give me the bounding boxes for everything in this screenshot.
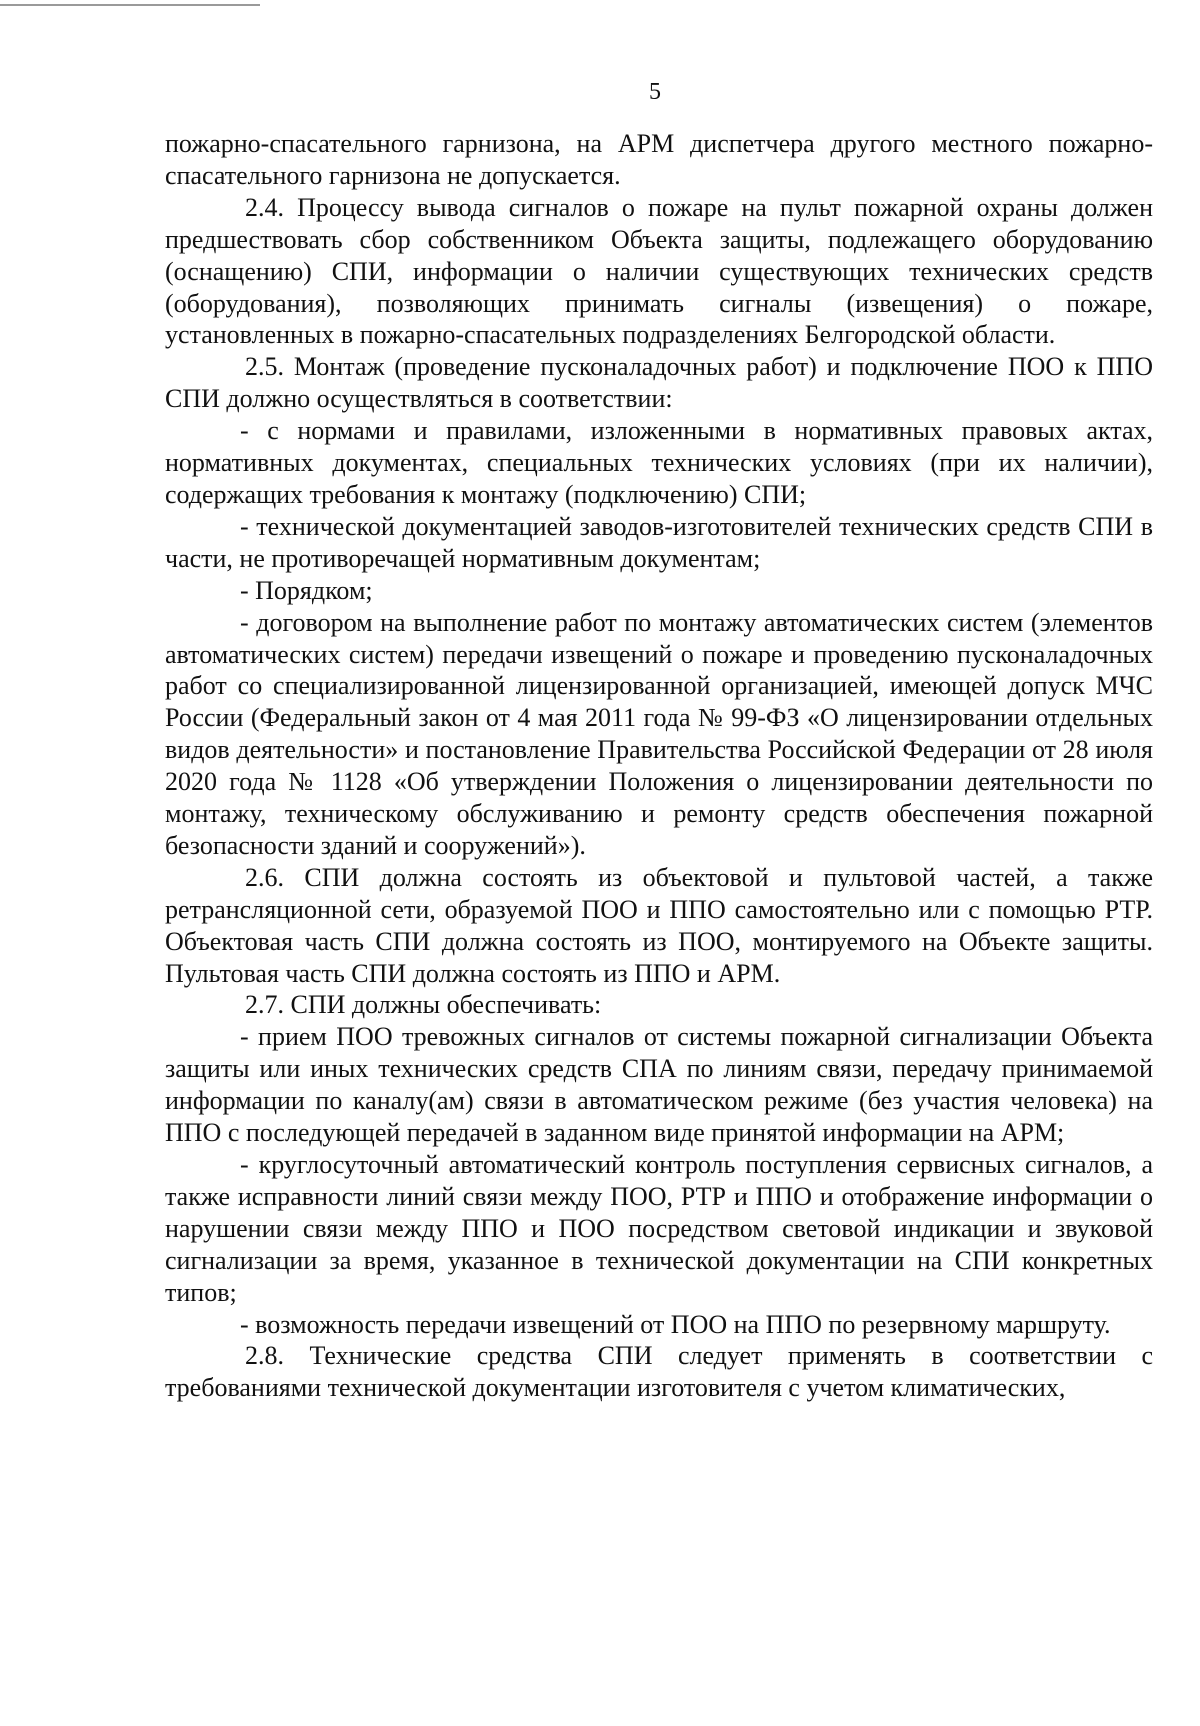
paragraph-2-5: 2.5. Монтаж (проведение пусконаладочных работ) и подключение ПОО к ППО СПИ должно осуществляться в соответствии: [165, 352, 1153, 414]
list-item-reception: - прием ПОО тревожных сигналов от системы пожарной сигнализации Объекта защиты или иных технических средств СПА по линиям связи, передачу принимаемой информации по каналу(ам) связи в автоматическом режиме (без участия человека) на ППО с последующей передачей в заданном виде принятой информации на АРМ; [165, 1022, 1153, 1148]
list-item-monitoring: - круглосуточный автоматический контроль поступления сервисных сигналов, а также исправности линий связи между ПОО, РТР и ППО и отображение информации о нарушении связи между ППО и ПОО посредством световой индикации и звуковой сигнализации за время, указанное в технической документации на СПИ конкретных типов; [165, 1150, 1153, 1307]
paragraph-2-8: 2.8. Технические средства СПИ следует применять в соответствии с требованиями технической документации изготовителя с учетом климатических, [165, 1341, 1153, 1403]
list-item-technical-docs: - технической документацией заводов-изготовителей технических средств СПИ в части, не противоречащей нормативным документам; [165, 511, 1153, 573]
top-divider [0, 4, 260, 6]
paragraph-2-6: 2.6. СПИ должна состоять из объектовой и пультовой частей, а также ретрансляционной сети, образуемой ПОО и ППО самостоятельно или с помощью РТР. Объектовая часть СПИ должна состоять из ПОО, монтируемого на Объекте защиты. Пультовая часть СПИ должна состоять из ППО и АРМ. [165, 862, 1153, 988]
paragraph-2-4: 2.4. Процессу вывода сигналов о пожаре на пульт пожарной охраны должен предшествовать сбор собственником Объекта защиты, подлежащего оборудованию (оснащению) СПИ, информации о наличии существующих технических средств (оборудования), позволяющих принимать сигналы (извещения) о пожаре, установленных в пожарно-спасательных подразделениях Белгородской области. [165, 192, 1153, 350]
list-item-backup-route: - возможность передачи извещений от ПОО на ППО по резервному маршруту. [240, 1309, 1111, 1339]
list-item-order: - Порядком; [240, 575, 373, 605]
paragraph-continuation: пожарно-спасательного гарнизона, на АРМ диспетчера другого местного пожарно-спасательного гарнизона не допускается. [165, 129, 1153, 190]
list-item-norms: - с нормами и правилами, изложенными в нормативных правовых актах, нормативных документах, специальных технических условиях (при их наличии), содержащих требования к монтажу (подключению) СПИ; [165, 416, 1153, 509]
list-item-contract: - договором на выполнение работ по монтажу автоматических систем (элементов автоматических систем) передачи извещений о пожаре и проведению пусконаладочных работ со специализированной лицензированной организацией, имеющей допуск МЧС России (Федеральный закон от 4 мая 2011 года № 99-ФЗ «О лицензировании отдельных видов деятельности» и постановление Правительства Российской Федерации от 28 июля 2020 года № 1128 «Об утверждении Положения о лицензировании деятельности по монтажу, техническому обслуживанию и ремонту средств обеспечения пожарной безопасности зданий и сооружений»). [165, 607, 1153, 860]
page-number: 5 [649, 79, 661, 105]
paragraph-2-7: 2.7. СПИ должны обеспечивать: [245, 990, 602, 1020]
document-body [165, 128, 1153, 1404]
